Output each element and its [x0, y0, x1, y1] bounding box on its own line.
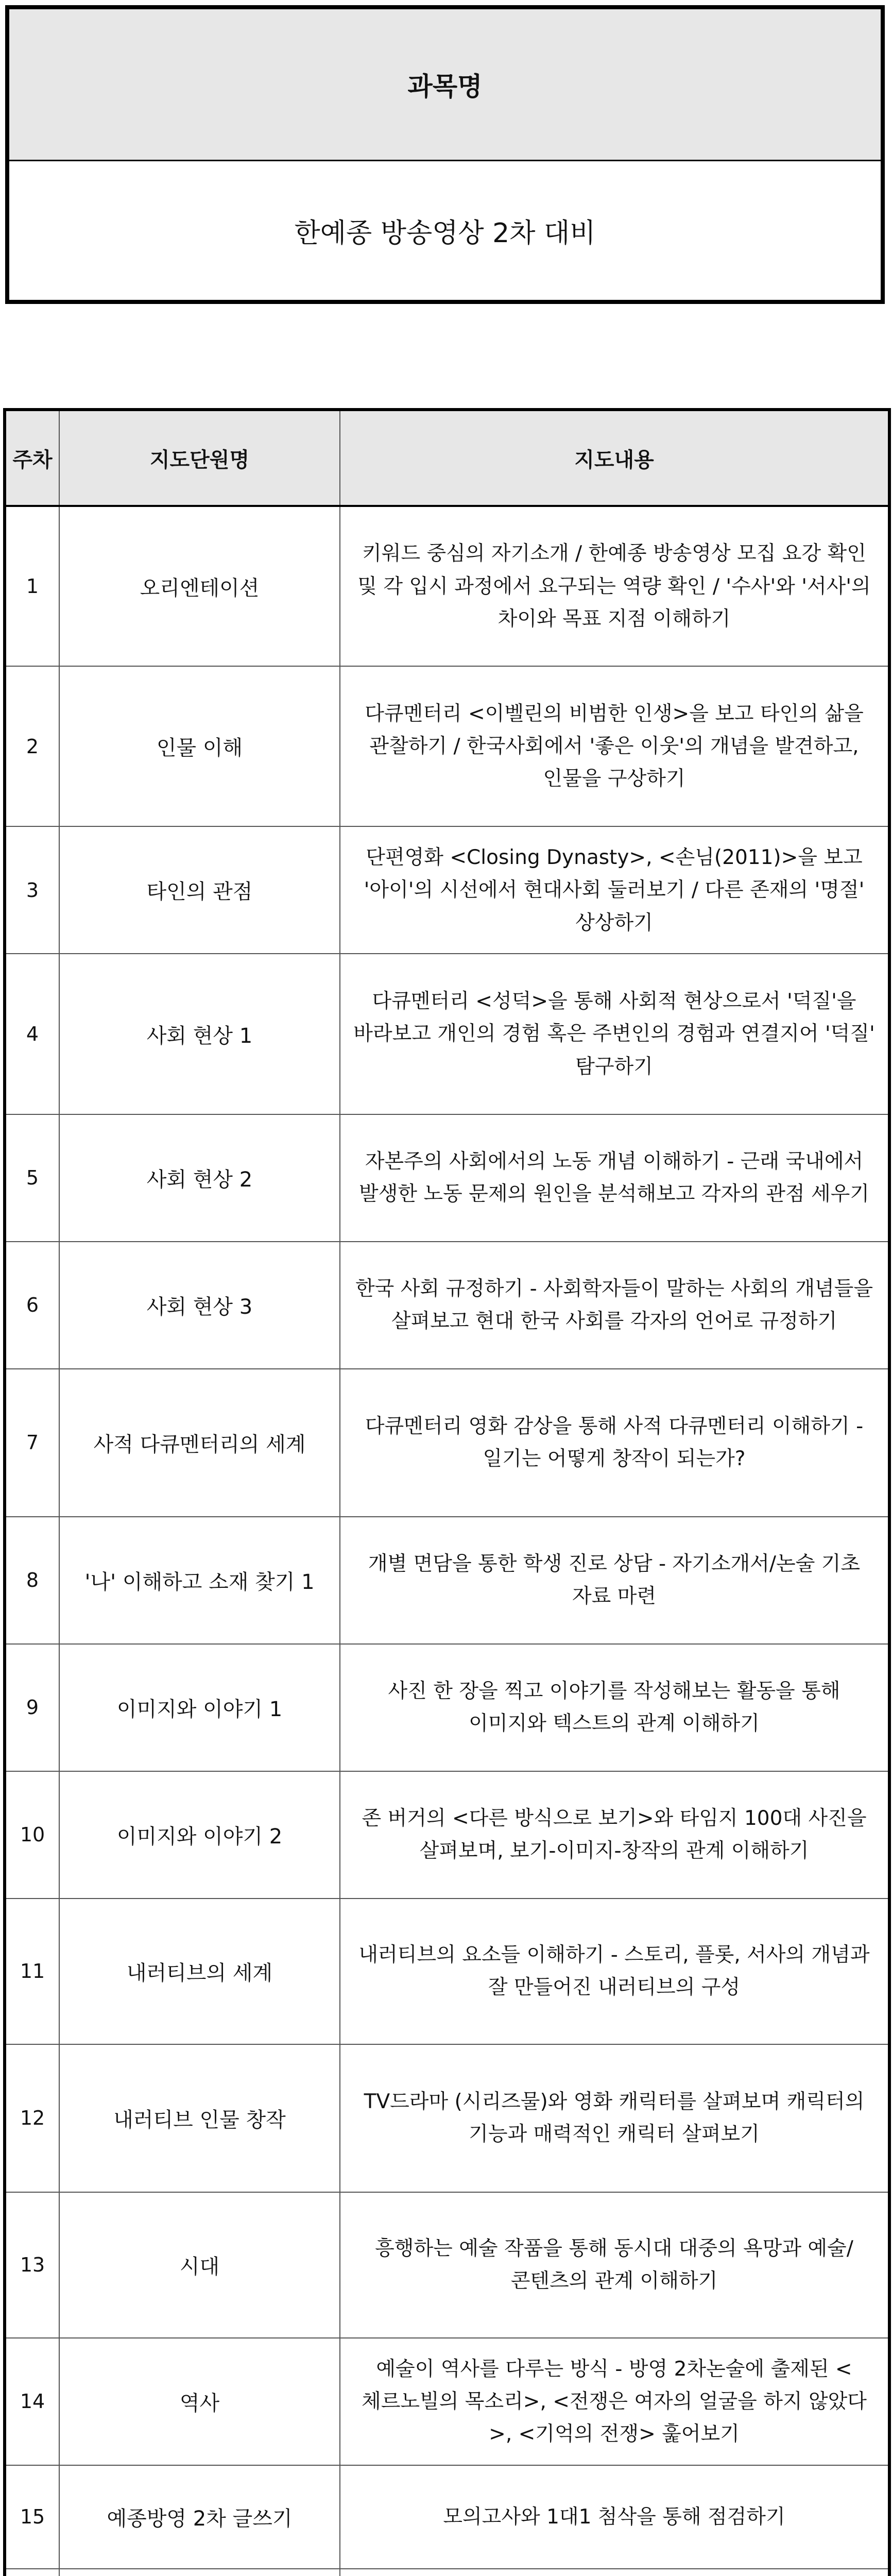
unit-name: 내러티브의 세계 — [59, 1899, 340, 2044]
table-row — [5, 2569, 889, 2576]
table-header-row — [5, 410, 889, 506]
course-header-label: 과목명 — [9, 9, 881, 161]
week-number: 10 — [5, 1771, 59, 1899]
header-week: 주차 — [5, 410, 59, 506]
unit-content: 단편영화 <Closing Dynasty>, <손님(2011)>을 보고 '아이'의 시선에서 현대사회 둘러보기 / 다른 존재의 '명절' 상상하기 — [340, 826, 889, 954]
week-number: 7 — [5, 1369, 59, 1517]
header-unit: 지도단원명 — [59, 410, 340, 506]
unit-name: 사회 현상 3 — [59, 1242, 340, 1369]
table-row — [5, 826, 889, 954]
week-number: 5 — [5, 1114, 59, 1242]
unit-content — [340, 2569, 889, 2576]
week-number: 6 — [5, 1242, 59, 1369]
week-number: 2 — [5, 666, 59, 826]
unit-content: 개별 면담을 통한 학생 진로 상담 - 자기소개서/논술 기초 자료 마련 — [340, 1517, 889, 1644]
unit-name: 사회 현상 2 — [59, 1114, 340, 1242]
lesson-plan-table — [3, 408, 891, 2576]
table-row — [5, 2192, 889, 2338]
table-row — [5, 1114, 889, 1242]
unit-content: 모의고사와 1대1 첨삭을 통해 점검하기 — [340, 2465, 889, 2569]
unit-name: 시대 — [59, 2192, 340, 2338]
unit-content: TV드라마 (시리즈물)와 영화 캐릭터를 살펴보며 캐릭터의 기능과 매력적인 캐릭터 살펴보기 — [340, 2044, 889, 2192]
unit-content: 다큐멘터리 영화 감상을 통해 사적 다큐멘터리 이해하기 - 일기는 어떻게 창작이 되는가? — [340, 1369, 889, 1517]
week-number: 9 — [5, 1644, 59, 1771]
table-row — [5, 1771, 889, 1899]
unit-content: 다큐멘터리 <이벨린의 비범한 인생>을 보고 타인의 삶을 관찰하기 / 한국사회에서 '좋은 이웃'의 개념을 발견하고, 인물을 구상하기 — [340, 666, 889, 826]
week-number: 11 — [5, 1899, 59, 2044]
table-row — [5, 2044, 889, 2192]
unit-content: 다큐멘터리 <성덕>을 통해 사회적 현상으로서 '덕질'을 바라보고 개인의 경험 혹은 주변인의 경험과 연결지어 '덕질' 탐구하기 — [340, 954, 889, 1114]
unit-name: 사적 다큐멘터리의 세계 — [59, 1369, 340, 1517]
week-number: 15 — [5, 2465, 59, 2569]
unit-name: 오리엔테이션 — [59, 506, 340, 666]
unit-name: 사회 현상 1 — [59, 954, 340, 1114]
week-number: 12 — [5, 2044, 59, 2192]
unit-name: 이미지와 이야기 2 — [59, 1771, 340, 1899]
unit-content: 내러티브의 요소들 이해하기 - 스토리, 플롯, 서사의 개념과 잘 만들어진 내러티브의 구성 — [340, 1899, 889, 2044]
unit-content: 예술이 역사를 다루는 방식 - 방영 2차논술에 출제된 <체르노빌의 목소리>, <전쟁은 여자의 얼굴을 하지 않았다>, <기억의 전쟁> 훑어보기 — [340, 2338, 889, 2465]
unit-name: 예종방영 2차 글쓰기 — [59, 2465, 340, 2569]
week-number: 8 — [5, 1517, 59, 1644]
unit-content: 키워드 중심의 자기소개 / 한예종 방송영상 모집 요강 확인 및 각 입시 과정에서 요구되는 역량 확인 / '수사'와 '서사'의 차이와 목표 지점 이해하기 — [340, 506, 889, 666]
unit-content: 흥행하는 예술 작품을 통해 동시대 대중의 욕망과 예술/콘텐츠의 관계 이해하기 — [340, 2192, 889, 2338]
unit-name — [59, 2569, 340, 2576]
week-number: 13 — [5, 2192, 59, 2338]
unit-content: 자본주의 사회에서의 노동 개념 이해하기 - 근래 국내에서 발생한 노동 문제의 원인을 분석해보고 각자의 관점 세우기 — [340, 1114, 889, 1242]
unit-name: 인물 이해 — [59, 666, 340, 826]
header-content: 지도내용 — [340, 410, 889, 506]
week-number: 14 — [5, 2338, 59, 2465]
table-row — [5, 1899, 889, 2044]
course-title-box — [5, 5, 885, 304]
table-row — [5, 954, 889, 1114]
unit-name: 타인의 관점 — [59, 826, 340, 954]
table-row — [5, 1644, 889, 1771]
table-row — [5, 506, 889, 666]
week-number: 1 — [5, 506, 59, 666]
table-row — [5, 2465, 889, 2569]
table-row — [5, 666, 889, 826]
week-number: 3 — [5, 826, 59, 954]
table-row — [5, 1517, 889, 1644]
table-row — [5, 1242, 889, 1369]
unit-name: 내러티브 인물 창작 — [59, 2044, 340, 2192]
unit-content: 존 버거의 <다른 방식으로 보기>와 타임지 100대 사진을 살펴보며, 보기-이미지-창작의 관계 이해하기 — [340, 1771, 889, 1899]
unit-name: 이미지와 이야기 1 — [59, 1644, 340, 1771]
table-row — [5, 2338, 889, 2465]
unit-name: 역사 — [59, 2338, 340, 2465]
course-name: 한예종 방송영상 2차 대비 — [294, 218, 596, 249]
unit-content: 사진 한 장을 찍고 이야기를 작성해보는 활동을 통해 이미지와 텍스트의 관계 이해하기 — [340, 1644, 889, 1771]
unit-name: '나' 이해하고 소재 찾기 1 — [59, 1517, 340, 1644]
week-number — [5, 2569, 59, 2576]
table-row — [5, 1369, 889, 1517]
unit-content: 한국 사회 규정하기 - 사회학자들이 말하는 사회의 개념들을 살펴보고 현대 한국 사회를 각자의 언어로 규정하기 — [340, 1242, 889, 1369]
week-number: 4 — [5, 954, 59, 1114]
